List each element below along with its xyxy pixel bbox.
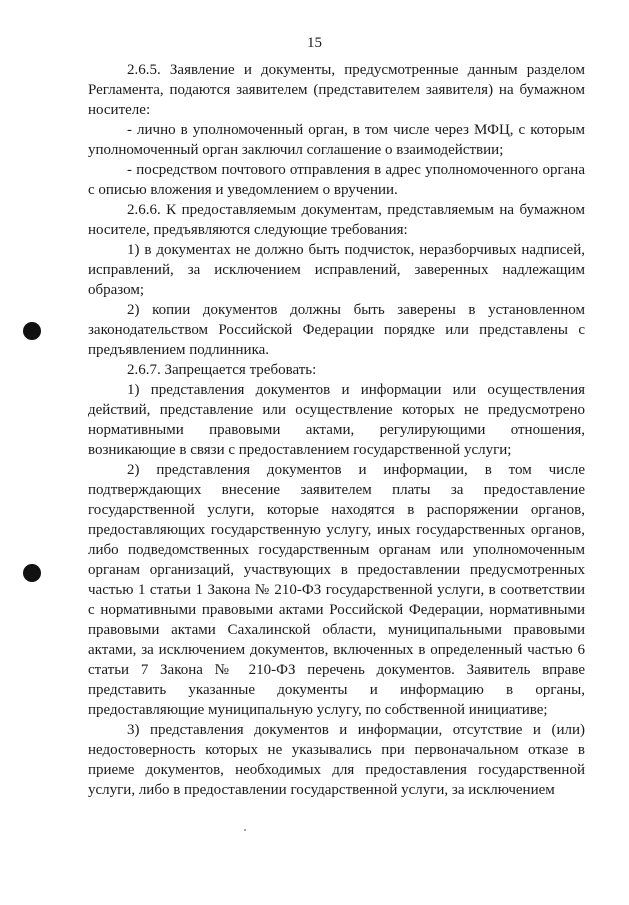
- paragraph-2-6-6: 2.6.6. К предоставляемым документам, представляемым на бумажном носителе, предъявляются следующие требования:: [88, 202, 585, 238]
- paragraph-submission-in-person: - лично в уполномоченный орган, в том числе через МФЦ, с которым уполномоченный орган заключил соглашение о взаимодействии;: [88, 122, 585, 158]
- paragraph-2-6-5: 2.6.5. Заявление и документы, предусмотренные данным разделом Регламента, подаются заявителем (представителем заявителя) на бумажном носителе:: [88, 62, 585, 118]
- paragraph-prohibition-3: 3) представления документов и информации, отсутствие и (или) недостоверность которых не указывались при первоначальном отказе в приеме документов, необходимых для предоставления государственной услуги, либо в предоставлении государственной услуги, за исключением: [88, 722, 585, 798]
- paragraph-2-6-7: 2.6.7. Запрещается требовать:: [127, 362, 317, 378]
- paragraph-requirement-1: 1) в документах не должно быть подчисток, неразборчивых надписей, исправлений, за исключением исправлений, заверенных надлежащим образом;: [88, 242, 585, 298]
- paragraph-requirement-2: 2) копии документов должны быть заверены в установленном законодательством Российской Федерации порядке или представлены с предъявлением подлинника.: [88, 302, 585, 358]
- page-number: 15: [307, 35, 322, 51]
- document-body: [88, 60, 585, 800]
- paragraph-submission-by-mail: - посредством почтового отправления в адрес уполномоченного органа с описью вложения и уведомлением о вручении.: [88, 162, 585, 198]
- paragraph-prohibition-1: 1) представления документов и информации или осуществления действий, представление или осуществление которых не предусмотрено нормативными правовыми актами, регулирующими отношения, возникающие в связи с предоставлением государственной услуги;: [88, 382, 585, 458]
- punch-hole-bottom: [23, 564, 41, 582]
- scan-speck: [244, 829, 246, 831]
- paragraph-prohibition-2: 2) представления документов и информации, в том числе подтверждающих внесение заявителем платы за предоставление государственной услуги, которые находятся в распоряжении органов, предоставляющих государственную услугу, иных государственных органов, либо подведомственных государственным органам или уполномоченным органам организаций, участвующих в предоставлении предусмотренных частью 1 статьи 1 Закона № 210-ФЗ государственной услуги, в соответствии с нормативными правовыми актами Российской Федерации, нормативными правовыми актами Сахалинской области, муниципальными правовыми актами, за исключением документов, включенных в определенный частью 6 статьи 7 Закона № 210-ФЗ перечень документов. Заявитель вправе представить указанные документы и информацию в органы, предоставляющие муниципальную услугу, по собственной инициативе;: [88, 462, 585, 718]
- punch-hole-top: [23, 322, 41, 340]
